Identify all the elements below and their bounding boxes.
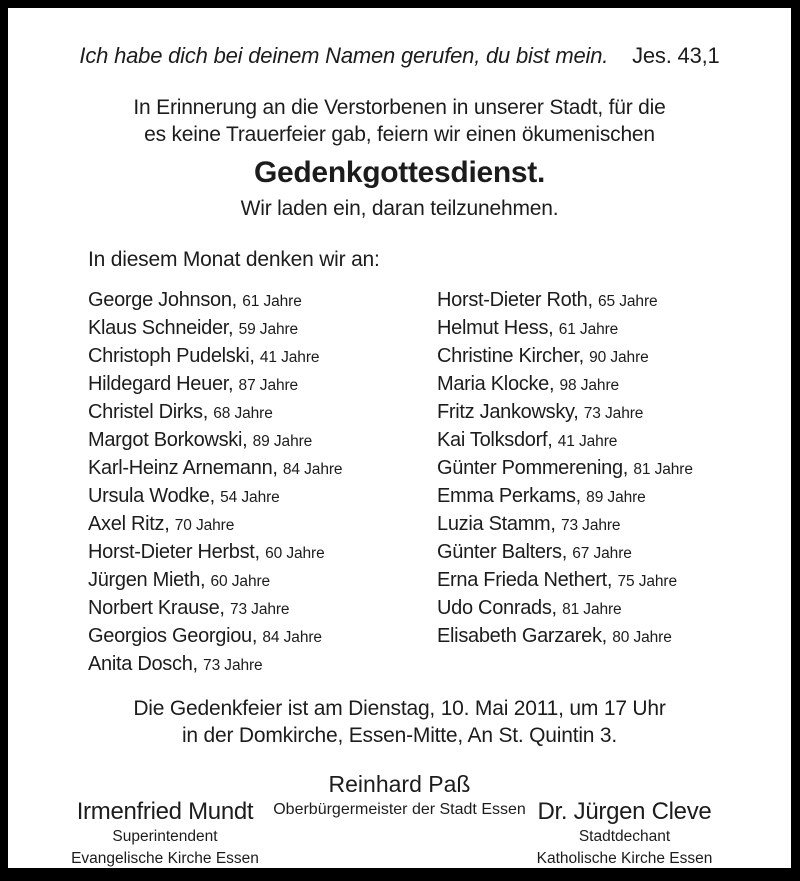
signatory-name: Reinhard Paß — [328, 771, 471, 797]
deceased-age: 89 Jahre — [252, 433, 313, 450]
signatory-organization: Evangelische Kirche Essen — [71, 850, 259, 867]
deceased-name: Norbert Krause, — [88, 597, 230, 619]
memorial-list-item — [88, 371, 437, 399]
memorial-list-item — [88, 399, 437, 427]
deceased-name: Günter Balters, — [437, 541, 573, 563]
signature-stadtdechant — [482, 798, 767, 868]
intro-line-1: In Erinnerung an die Verstorbenen in unserer Stadt, für die — [133, 96, 666, 119]
deceased-name: Helmut Hess, — [437, 317, 559, 339]
deceased-age: 60 Jahre — [210, 573, 271, 590]
scripture-quote — [8, 42, 791, 70]
deceased-name: Klaus Schneider, — [88, 317, 239, 339]
deceased-age: 73 Jahre — [583, 405, 644, 422]
memorial-list-item — [88, 483, 437, 511]
deceased-age: 41 Jahre — [557, 433, 618, 450]
memorial-list-item — [437, 287, 791, 315]
deceased-age: 81 Jahre — [633, 461, 693, 478]
memorial-list-item — [88, 651, 437, 679]
deceased-age: 73 Jahre — [229, 601, 290, 618]
memorial-list-item — [437, 315, 791, 343]
memorial-list-item — [88, 511, 437, 539]
deceased-age: 65 Jahre — [598, 293, 658, 310]
deceased-name: Horst-Dieter Herbst, — [88, 541, 266, 563]
deceased-name: Kai Tolksdorf, — [437, 429, 558, 451]
memorial-list-item — [437, 483, 791, 511]
deceased-name: Erna Frieda Nethert, — [437, 569, 618, 591]
deceased-name: Günter Pommerening, — [437, 457, 634, 479]
memorial-list-item — [88, 315, 437, 343]
deceased-name: Elisabeth Garzarek, — [437, 625, 613, 647]
memorial-list-item — [437, 455, 791, 483]
deceased-name: Luzia Stamm, — [437, 513, 561, 535]
deceased-name: Georgios Georgiou, — [88, 625, 263, 647]
signatory-name: Dr. Jürgen Cleve — [537, 798, 712, 825]
deceased-age: 41 Jahre — [259, 349, 320, 366]
deceased-age: 84 Jahre — [282, 461, 343, 478]
signatory-role: Stadtdechant — [578, 828, 671, 845]
memorial-list-item — [437, 427, 791, 455]
deceased-age: 84 Jahre — [262, 629, 322, 646]
memorial-list — [88, 287, 791, 679]
quote-text: Ich habe dich bei deinem Namen gerufen, du bist mein. — [79, 43, 609, 68]
event-details — [8, 695, 791, 749]
signatures — [8, 771, 791, 868]
deceased-name: Jürgen Mieth, — [88, 569, 211, 591]
memorial-list-item — [88, 427, 437, 455]
deceased-age: 81 Jahre — [562, 601, 622, 618]
memorial-list-item — [88, 343, 437, 371]
intro-text — [8, 94, 791, 148]
deceased-name: George Johnson, — [88, 289, 243, 311]
deceased-age: 90 Jahre — [589, 349, 649, 366]
deceased-name: Udo Conrads, — [437, 597, 563, 619]
memorial-list-item — [437, 511, 791, 539]
deceased-age: 67 Jahre — [572, 545, 632, 562]
deceased-name: Maria Klocke, — [437, 373, 560, 395]
deceased-name: Hildegard Heuer, — [88, 373, 239, 395]
deceased-name: Christoph Pudelski, — [88, 345, 260, 367]
deceased-age: 80 Jahre — [612, 629, 672, 646]
memorial-list-item — [437, 399, 791, 427]
event-line-1: Die Gedenkfeier ist am Dienstag, 10. Mai 2011, um 17 Uhr — [133, 697, 666, 720]
deceased-age: 75 Jahre — [617, 573, 677, 590]
signatory-role: Superintendent — [112, 828, 218, 845]
event-line-2: in der Domkirche, Essen-Mitte, An St. Quintin 3. — [181, 724, 618, 747]
memorial-list-item — [437, 539, 791, 567]
deceased-age: 89 Jahre — [586, 489, 646, 506]
memorial-list-item — [437, 623, 791, 651]
announcement-body — [8, 8, 791, 868]
deceased-age: 73 Jahre — [203, 657, 263, 674]
memorial-list-right-column — [437, 287, 791, 679]
memorial-list-item — [88, 287, 437, 315]
invitation-text: Wir laden ein, daran teilzunehmen. — [240, 197, 559, 220]
deceased-name: Christel Dirks, — [88, 401, 214, 423]
memorial-list-item — [88, 539, 437, 567]
deceased-age: 61 Jahre — [558, 321, 619, 338]
memorial-list-item — [437, 371, 791, 399]
deceased-age: 70 Jahre — [174, 517, 235, 534]
list-intro: In diesem Monat denken wir an: — [88, 248, 380, 271]
memorial-list-item — [88, 595, 437, 623]
signatory-name: Irmenfried Mundt — [76, 798, 254, 825]
deceased-name: Margot Borkowski, — [88, 429, 253, 451]
memorial-list-item — [437, 595, 791, 623]
deceased-name: Karl-Heinz Arnemann, — [88, 457, 283, 479]
deceased-age: 73 Jahre — [560, 517, 621, 534]
signature-superintendent — [30, 798, 300, 868]
memorial-list-item — [437, 343, 791, 371]
deceased-age: 98 Jahre — [559, 377, 620, 394]
signatory-role: Oberbürgermeister der Stadt Essen — [273, 801, 526, 818]
deceased-name: Emma Perkams, — [437, 485, 587, 507]
deceased-name: Ursula Wodke, — [88, 485, 221, 507]
memorial-list-left-column — [88, 287, 437, 679]
deceased-name: Christine Kircher, — [437, 345, 590, 367]
deceased-age: 68 Jahre — [213, 405, 273, 422]
deceased-name: Axel Ritz, — [88, 513, 175, 535]
memorial-list-item — [437, 567, 791, 595]
page-title: Gedenkgottesdienst. — [253, 156, 546, 189]
deceased-age: 54 Jahre — [220, 489, 280, 506]
deceased-age: 59 Jahre — [238, 321, 299, 338]
memorial-list-item — [88, 623, 437, 651]
deceased-name: Fritz Jankowsky, — [437, 401, 584, 423]
signatory-organization: Katholische Kirche Essen — [536, 850, 713, 867]
memorial-list-item — [88, 455, 437, 483]
intro-line-2: es keine Trauerfeier gab, feiern wir einen ökumenischen — [144, 123, 655, 146]
deceased-name: Horst-Dieter Roth, — [437, 289, 599, 311]
deceased-age: 60 Jahre — [265, 545, 325, 562]
deceased-name: Anita Dosch, — [88, 653, 204, 675]
deceased-age: 61 Jahre — [242, 293, 302, 310]
memorial-list-item — [88, 567, 437, 595]
deceased-age: 87 Jahre — [238, 377, 299, 394]
quote-reference: Jes. 43,1 — [632, 43, 720, 68]
